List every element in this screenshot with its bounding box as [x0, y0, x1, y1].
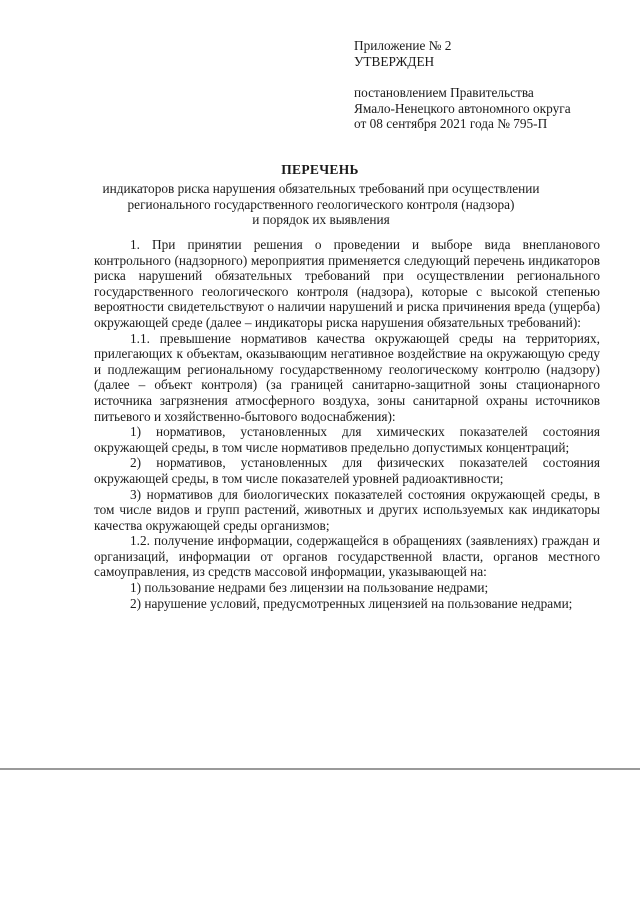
document-body [94, 237, 600, 611]
document-title: ПЕРЕЧЕНЬ [281, 162, 359, 177]
subtitle-line: регионального государственного геологического контроля (надзора) [127, 196, 515, 212]
subtitle-line: индикаторов риска нарушения обязательных требований при осуществлении [102, 181, 540, 196]
list-item: 1) пользование недрами без лицензии на пользование недрами; [130, 580, 489, 596]
resolution-line: постановлением Правительства [354, 85, 534, 100]
subtitle-line: и порядок их выявления [252, 212, 390, 227]
paragraph: 1. При принятии решения о проведении и выборе вида внепланового контрольного (надзорного) мероприятия применяется следующий перечень индикаторов риска нарушений обязательных требований при осуществлении регионального государственного геологического контроля (надзора), которые с высокой степенью вероятности свидетельствуют о наличии нарушений и риска причинения вреда (ущерба) окружающей среде (далее – индикаторы риска нарушения обязательных требований): [94, 237, 600, 330]
list-item: 3) нормативов для биологических показателей состояния окружающей среды, в том числе видов и групп растений, животных и других используемых как индикаторы качества окружающей среды организмов; [94, 486, 600, 533]
list-item: 1) нормативов, установленных для химических показателей состояния окружающей среды, в том числе нормативов предельно допустимых концентраций; [94, 424, 600, 455]
list-item: 2) нормативов, установленных для физических показателей состояния окружающей среды, в том числе показателей уровней радиоактивности; [94, 455, 600, 486]
approved-label: УТВЕРЖДЕН [354, 53, 435, 69]
government-line: Ямало-Ненецкого автономного округа [354, 100, 571, 116]
appendix-number: Приложение № 2 [354, 38, 452, 53]
document-subtitle [60, 181, 582, 228]
paragraph: 1.2. получение информации, содержащейся в обращениях (заявлениях) граждан и организаций, информации от органов государственной власти, органов местного самоуправления, из средств массовой информации, указывающей на: [94, 533, 600, 580]
paragraph: 1.1. превышение нормативов качества окружающей среды на территориях, прилегающих к объектам, оказывающим негативное воздействие на окружающую среду и подлежащим региональному государственному геологическому контролю (надзору) (далее – объект контроля) (за границей санитарно-защитной зоны стационарного источника загрязнения атмосферного воздуха, зоны санитарной охраны источников питьевого и хозяйственно-бытового водоснабжения): [94, 330, 600, 424]
list-item: 2) нарушение условий, предусмотренных лицензией на пользование недрами; [130, 595, 573, 611]
resolution-date: от 08 сентября 2021 года № 795-П [354, 116, 548, 131]
approval-header [354, 38, 571, 132]
